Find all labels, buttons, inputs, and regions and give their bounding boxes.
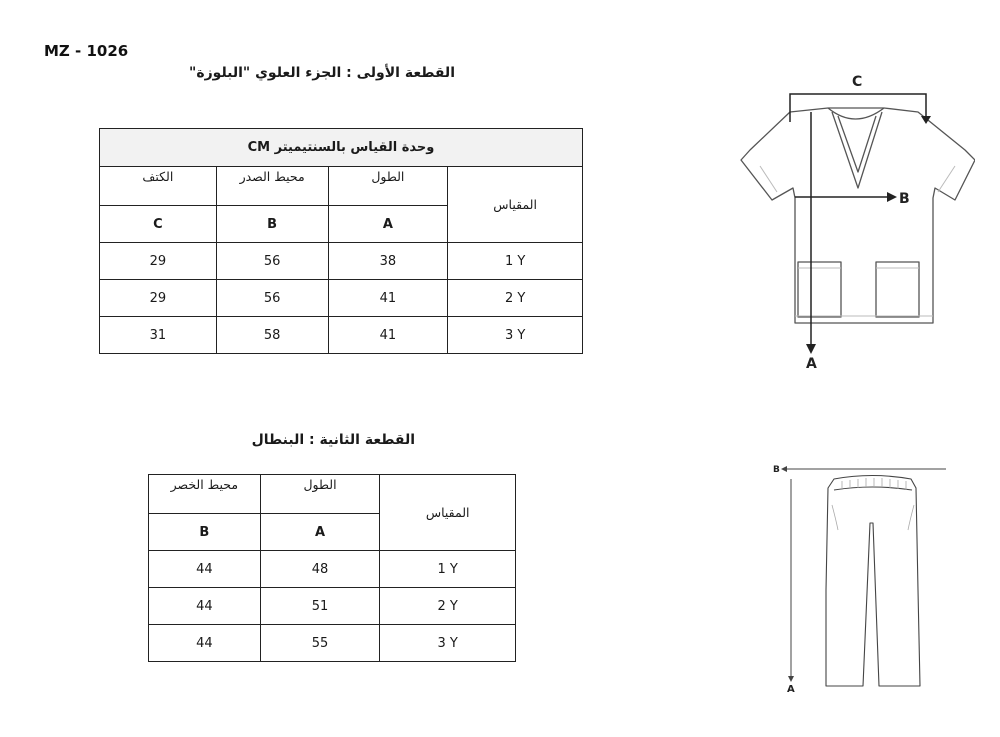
table-cell: 2 Y	[380, 588, 516, 625]
top-section-title: القطعة الأولى : الجزء العلوي "البلوزة"	[189, 65, 455, 81]
col-label-length: الطول	[260, 475, 380, 514]
scrub-top-diagram	[735, 70, 975, 370]
col-letter-b: B	[216, 206, 328, 243]
col-label-size: المقياس	[448, 167, 583, 243]
arrow-a-icon	[788, 676, 794, 682]
table-cell: 56	[216, 243, 328, 280]
col-label-chest: محيط الصدر	[216, 167, 328, 206]
table-cell: 3 Y	[448, 317, 583, 354]
label-a: A	[787, 684, 795, 695]
label-a: A	[806, 356, 817, 370]
pants-outline	[826, 476, 920, 687]
col-label-waist: محيط الخصر	[149, 475, 261, 514]
scrub-top-pocket-left	[798, 262, 841, 317]
col-letter-c: C	[100, 206, 217, 243]
scrub-top-body	[741, 108, 975, 323]
top-size-table	[99, 128, 583, 354]
table-row	[100, 280, 583, 317]
table-cell: 3 Y	[380, 625, 516, 662]
unit-header: وحدة القياس بالسنتيميتر CM	[100, 129, 583, 167]
col-letter-a: A	[328, 206, 448, 243]
table-cell: 48	[260, 551, 380, 588]
product-code: MZ - 1026	[44, 42, 129, 60]
table-cell: 41	[328, 280, 448, 317]
col-label-size: المقياس	[380, 475, 516, 551]
table-row	[149, 551, 516, 588]
col-label-shoulder: الكتف	[100, 167, 217, 206]
table-cell: 1 Y	[448, 243, 583, 280]
table-cell: 29	[100, 280, 217, 317]
table-row	[100, 317, 583, 354]
table-cell: 44	[149, 551, 261, 588]
label-b: B	[899, 191, 910, 207]
table-cell: 44	[149, 588, 261, 625]
table-row	[100, 167, 583, 206]
table-cell: 51	[260, 588, 380, 625]
table-cell: 29	[100, 243, 217, 280]
col-letter-b: B	[149, 514, 261, 551]
table-cell: 41	[328, 317, 448, 354]
label-c: C	[852, 74, 863, 90]
scrub-top-pocket-right	[876, 262, 919, 317]
table-cell: 44	[149, 625, 261, 662]
table-cell: 38	[328, 243, 448, 280]
table-cell: 55	[260, 625, 380, 662]
table-cell: 2 Y	[448, 280, 583, 317]
table-row	[149, 475, 516, 514]
table-cell: 31	[100, 317, 217, 354]
label-b: B	[773, 465, 780, 475]
table-row	[100, 243, 583, 280]
table-row	[149, 588, 516, 625]
arrow-a-icon	[806, 344, 816, 354]
arrow-b-icon	[781, 466, 787, 472]
col-letter-a: A	[260, 514, 380, 551]
table-cell: 56	[216, 280, 328, 317]
bottom-section-title: القطعة الثانية : البنطال	[251, 432, 415, 448]
table-row	[100, 129, 583, 167]
table-row	[149, 625, 516, 662]
table-cell: 1 Y	[380, 551, 516, 588]
pants-size-table	[148, 474, 516, 662]
pants-diagram	[770, 455, 960, 705]
col-label-length: الطول	[328, 167, 448, 206]
table-cell: 58	[216, 317, 328, 354]
